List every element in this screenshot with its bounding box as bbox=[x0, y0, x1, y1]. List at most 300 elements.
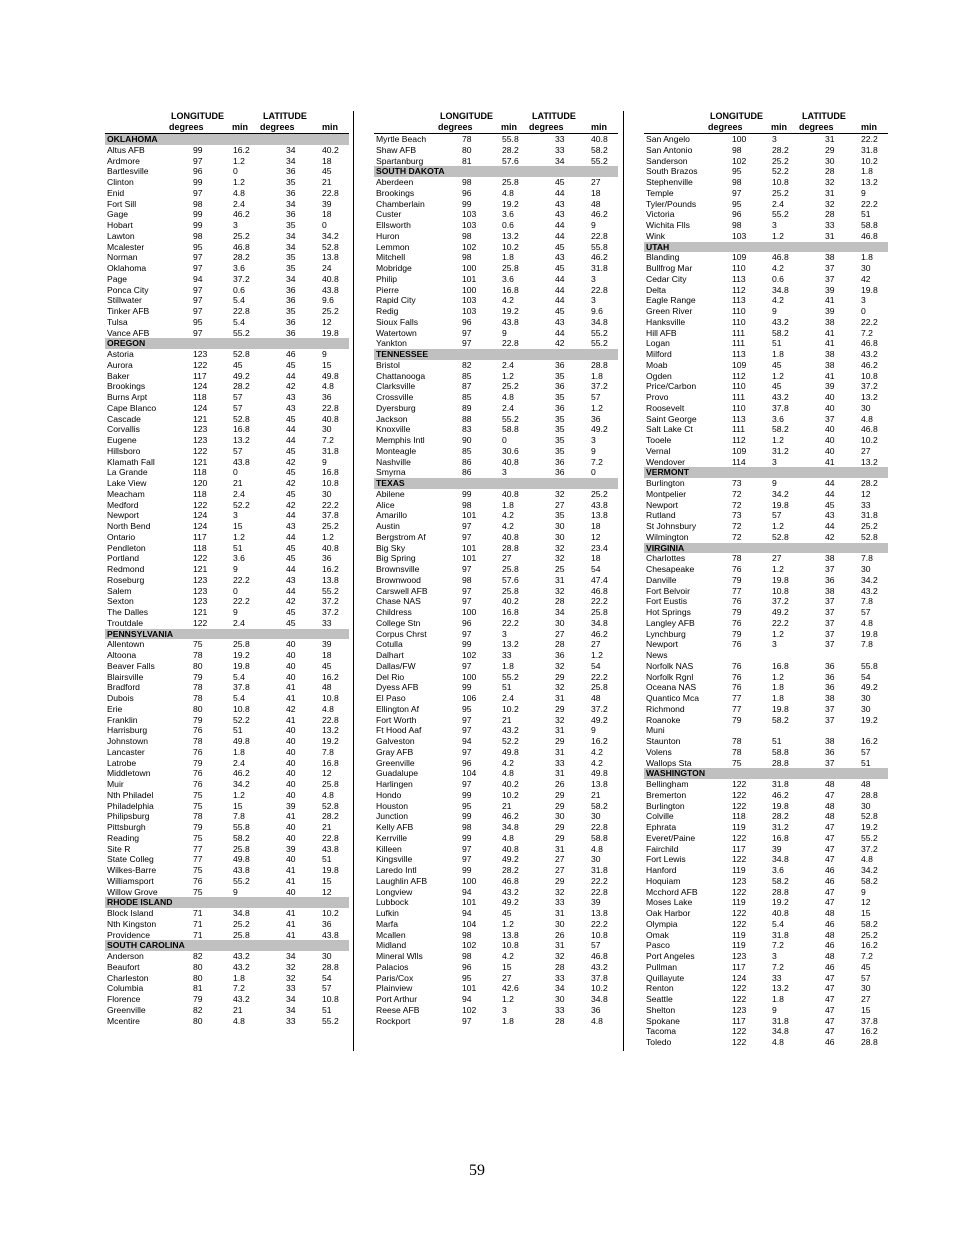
latitude-degrees: 36 bbox=[555, 359, 565, 370]
longitude-degrees: 86 bbox=[462, 456, 472, 467]
station-name: St Johnsbury bbox=[646, 521, 697, 531]
latitude-degrees: 37 bbox=[825, 639, 835, 650]
longitude-degrees: 111 bbox=[732, 392, 746, 402]
longitude-degrees: 95 bbox=[732, 198, 742, 209]
longitude-degrees: 98 bbox=[462, 574, 472, 585]
table-row bbox=[374, 779, 618, 790]
latitude-degrees: 34 bbox=[286, 144, 296, 155]
table-row bbox=[374, 962, 618, 973]
latitude-degrees: 29 bbox=[555, 671, 565, 682]
station-name: Omak bbox=[646, 929, 669, 940]
station-name: Page bbox=[107, 273, 128, 284]
latitude-minutes: 37.2 bbox=[861, 843, 878, 854]
station-name: Olympia bbox=[646, 918, 678, 929]
latitude-degrees-header: degrees bbox=[529, 122, 564, 132]
longitude-degrees: 122 bbox=[193, 499, 208, 510]
longitude-minutes: 13.2 bbox=[772, 983, 789, 994]
longitude-degrees: 101 bbox=[462, 983, 477, 994]
latitude-minutes: 27 bbox=[591, 177, 601, 187]
longitude-degrees: 78 bbox=[732, 736, 742, 746]
longitude-minutes: 3.6 bbox=[233, 553, 245, 564]
longitude-degrees: 101 bbox=[462, 897, 477, 908]
latitude-minutes: 25.8 bbox=[591, 682, 608, 693]
latitude-minutes: 52.8 bbox=[861, 811, 878, 822]
station-name: Tulsa bbox=[107, 316, 128, 327]
state-heading: OREGON bbox=[105, 338, 349, 349]
table-row bbox=[374, 629, 618, 640]
station-name: Nth Philadel bbox=[107, 789, 154, 800]
latitude-minutes: 19.8 bbox=[322, 865, 339, 875]
latitude-minutes: 18 bbox=[322, 209, 332, 220]
longitude-degrees: 78 bbox=[193, 682, 203, 693]
latitude-minutes: 33 bbox=[861, 499, 871, 510]
longitude-minutes: 15 bbox=[502, 961, 512, 972]
state-heading: TEXAS bbox=[374, 478, 618, 489]
table-row bbox=[374, 467, 618, 478]
station-name: Greenville bbox=[376, 757, 415, 768]
latitude-minutes: 49.8 bbox=[322, 370, 339, 381]
latitude-minutes: 54 bbox=[591, 660, 601, 671]
longitude-minutes: 10.2 bbox=[502, 703, 519, 714]
latitude-minutes: 10.2 bbox=[322, 908, 339, 918]
longitude-min-header: min bbox=[501, 122, 518, 132]
latitude-degrees: 36 bbox=[825, 682, 835, 693]
longitude-degrees: 99 bbox=[193, 209, 203, 220]
longitude-minutes: 43.2 bbox=[233, 961, 250, 972]
table-row bbox=[105, 435, 349, 446]
latitude-minutes: 22.8 bbox=[591, 284, 608, 295]
table-row bbox=[644, 134, 888, 145]
latitude-degrees: 40 bbox=[286, 789, 296, 800]
station-name: Delta bbox=[646, 284, 667, 295]
station-name: Sexton bbox=[107, 596, 134, 607]
longitude-degrees: 76 bbox=[732, 639, 742, 650]
longitude-min-header: min bbox=[771, 122, 788, 132]
table-row bbox=[374, 252, 618, 263]
longitude-minutes: 3.6 bbox=[233, 263, 245, 273]
table-row bbox=[644, 983, 888, 994]
longitude-minutes: 34.2 bbox=[233, 779, 250, 789]
station-name: Langley AFB bbox=[646, 617, 695, 628]
latitude-degrees: 41 bbox=[286, 865, 296, 875]
longitude-degrees: 77 bbox=[193, 843, 203, 854]
table-row bbox=[105, 177, 349, 188]
latitude-minutes: 16.2 bbox=[861, 940, 878, 951]
table-row bbox=[105, 306, 349, 317]
longitude-degrees: 119 bbox=[732, 865, 746, 875]
latitude-minutes: 7.8 bbox=[861, 553, 873, 564]
latitude-minutes: 43.2 bbox=[861, 349, 878, 359]
latitude-minutes: 4.2 bbox=[591, 746, 603, 757]
latitude-degrees: 47 bbox=[825, 1015, 835, 1026]
table-row bbox=[374, 747, 618, 758]
latitude-degrees: 35 bbox=[555, 435, 565, 445]
latitude-degrees: 45 bbox=[286, 542, 296, 553]
longitude-minutes: 21 bbox=[233, 478, 243, 488]
station-name: Houston bbox=[376, 800, 409, 811]
latitude-degrees: 38 bbox=[825, 252, 835, 263]
longitude-degrees: 102 bbox=[732, 155, 747, 166]
table-column-2 bbox=[374, 111, 618, 1026]
longitude-minutes: 0 bbox=[233, 585, 238, 596]
longitude-degrees: 124 bbox=[732, 972, 747, 983]
longitude-minutes: 57.6 bbox=[502, 574, 519, 585]
table-row bbox=[644, 865, 888, 876]
table-row bbox=[644, 994, 888, 1005]
longitude-degrees: 79 bbox=[193, 757, 203, 768]
table-row bbox=[374, 564, 618, 575]
longitude-degrees: 97 bbox=[193, 306, 203, 316]
longitude-minutes: 10.2 bbox=[502, 241, 519, 252]
latitude-minutes: 40.8 bbox=[322, 413, 339, 424]
station-name: Alice bbox=[376, 499, 395, 510]
longitude-minutes: 25.2 bbox=[233, 230, 250, 241]
latitude-minutes: 55.2 bbox=[591, 338, 608, 349]
latitude-degrees: 31 bbox=[555, 725, 565, 736]
latitude-degrees: 32 bbox=[555, 553, 565, 564]
latitude-minutes: 40.8 bbox=[322, 542, 339, 553]
latitude-degrees: 28 bbox=[555, 639, 565, 650]
latitude-degrees: 35 bbox=[286, 220, 296, 230]
longitude-minutes: 16.8 bbox=[772, 832, 789, 843]
table-row bbox=[374, 822, 618, 833]
longitude-degrees: 97 bbox=[462, 531, 472, 542]
latitude-minutes: 22.8 bbox=[591, 886, 608, 897]
latitude-degrees: 39 bbox=[825, 306, 835, 316]
longitude-minutes: 51 bbox=[772, 736, 782, 746]
latitude-minutes: 55.2 bbox=[322, 585, 339, 596]
table-row bbox=[374, 790, 618, 801]
station-name: Hanford bbox=[646, 865, 677, 875]
latitude-minutes: 37.2 bbox=[591, 381, 608, 392]
longitude-minutes: 46.2 bbox=[502, 811, 519, 822]
longitude-minutes: 43.8 bbox=[233, 865, 250, 875]
station-name: Monteagle bbox=[376, 445, 417, 456]
latitude-minutes: 46.2 bbox=[861, 359, 878, 370]
latitude-minutes: 9.6 bbox=[322, 295, 334, 306]
latitude-minutes: 58.8 bbox=[591, 832, 608, 843]
longitude-minutes: 9 bbox=[772, 306, 777, 316]
longitude-minutes: 2.4 bbox=[233, 488, 245, 499]
latitude-min-header: min bbox=[861, 122, 878, 132]
longitude-minutes: 45 bbox=[772, 381, 782, 392]
latitude-degrees: 29 bbox=[555, 832, 565, 843]
table-row bbox=[374, 145, 618, 156]
table-row bbox=[644, 446, 888, 457]
longitude-degrees: 75 bbox=[193, 639, 203, 650]
station-name: Sanderson bbox=[646, 155, 688, 166]
table-row bbox=[374, 983, 618, 994]
longitude-minutes: 30.6 bbox=[502, 445, 519, 456]
latitude-degrees: 38 bbox=[825, 736, 835, 746]
longitude-degrees: 97 bbox=[462, 338, 472, 349]
table-row bbox=[105, 166, 349, 177]
longitude-minutes: 9 bbox=[233, 564, 238, 574]
table-row bbox=[374, 199, 618, 210]
table-row bbox=[644, 510, 888, 521]
latitude-degrees: 40 bbox=[286, 886, 296, 897]
table-row bbox=[105, 242, 349, 253]
longitude-degrees: 101 bbox=[462, 273, 477, 284]
latitude-degrees: 28 bbox=[555, 1015, 565, 1026]
latitude-minutes: 58.2 bbox=[591, 144, 608, 155]
latitude-degrees-header: degrees bbox=[260, 122, 295, 132]
station-name: Mcentire bbox=[107, 1015, 140, 1026]
table-row bbox=[644, 349, 888, 360]
longitude-degrees: 100 bbox=[462, 263, 477, 273]
station-name: Rockport bbox=[376, 1015, 411, 1026]
table-row bbox=[374, 930, 618, 941]
station-name: Everet/Paine bbox=[646, 832, 696, 843]
longitude-minutes: 43.2 bbox=[772, 316, 789, 327]
longitude-minutes: 5.4 bbox=[233, 693, 245, 703]
table-row bbox=[374, 263, 618, 274]
latitude-minutes: 19.8 bbox=[861, 284, 878, 295]
longitude-minutes: 37.2 bbox=[772, 596, 789, 607]
table-row bbox=[644, 252, 888, 263]
latitude-minutes: 55.2 bbox=[591, 327, 608, 338]
longitude-degrees: 100 bbox=[462, 875, 477, 886]
latitude-degrees: 43 bbox=[286, 392, 296, 402]
latitude-degrees: 27 bbox=[555, 628, 565, 639]
longitude-degrees: 77 bbox=[732, 693, 742, 703]
station-name: Harlingen bbox=[376, 779, 413, 789]
table-row bbox=[374, 285, 618, 296]
longitude-degrees: 103 bbox=[462, 295, 477, 306]
station-name: Brookings bbox=[376, 187, 415, 198]
latitude-degrees: 33 bbox=[555, 972, 565, 983]
latitude-minutes: 39 bbox=[322, 639, 332, 650]
longitude-minutes: 49.2 bbox=[233, 370, 250, 381]
latitude-minutes: 30 bbox=[861, 263, 871, 273]
longitude-minutes: 4.8 bbox=[502, 392, 514, 402]
longitude-minutes: 0.6 bbox=[772, 273, 784, 284]
longitude-min-header: min bbox=[232, 122, 249, 132]
longitude-degrees: 122 bbox=[193, 445, 208, 456]
station-name: Renton bbox=[646, 983, 674, 994]
longitude-minutes: 52.8 bbox=[772, 531, 789, 542]
latitude-degrees: 37 bbox=[825, 273, 835, 284]
longitude-minutes: 4.2 bbox=[772, 295, 784, 306]
latitude-minutes: 34.2 bbox=[861, 574, 878, 585]
longitude-minutes: 25.8 bbox=[502, 564, 519, 574]
state-heading: UTAH bbox=[644, 242, 888, 253]
latitude-minutes: 10.8 bbox=[322, 478, 339, 488]
longitude-degrees: 79 bbox=[732, 714, 742, 725]
latitude-minutes: 37.8 bbox=[591, 972, 608, 983]
longitude-degrees: 109 bbox=[732, 252, 747, 263]
latitude-degrees: 43 bbox=[286, 574, 296, 585]
longitude-degrees: 98 bbox=[462, 929, 472, 940]
latitude-minutes: 52.8 bbox=[322, 241, 339, 252]
longitude-minutes: 25.8 bbox=[233, 843, 250, 854]
latitude-minutes: 21 bbox=[322, 177, 332, 187]
longitude-minutes: 58.8 bbox=[502, 424, 519, 435]
latitude-minutes: 9 bbox=[322, 456, 327, 467]
station-name: Klamath Fall bbox=[107, 456, 155, 467]
station-name: Tacoma bbox=[646, 1026, 677, 1037]
table-row bbox=[105, 768, 349, 779]
latitude-minutes: 13.8 bbox=[591, 510, 608, 521]
table-row bbox=[644, 177, 888, 188]
latitude-degrees: 35 bbox=[286, 306, 296, 316]
latitude-minutes: 54 bbox=[591, 564, 601, 574]
longitude-degrees: 80 bbox=[193, 1015, 203, 1026]
table-row bbox=[105, 156, 349, 167]
longitude-degrees: 102 bbox=[462, 241, 477, 252]
station-name: Rapid City bbox=[376, 295, 416, 306]
latitude-degrees: 44 bbox=[286, 370, 296, 381]
station-name: Spartanburg bbox=[376, 155, 424, 166]
latitude-minutes: 7.8 bbox=[861, 639, 873, 650]
longitude-degrees: 97 bbox=[193, 284, 203, 295]
station-name: Wink bbox=[646, 230, 666, 241]
station-name: Abilene bbox=[376, 488, 405, 499]
table-row bbox=[105, 983, 349, 994]
longitude-minutes: 19.8 bbox=[772, 574, 789, 585]
longitude-degrees: 117 bbox=[193, 531, 207, 542]
latitude-degrees: 34 bbox=[555, 155, 565, 166]
longitude-degrees: 95 bbox=[462, 972, 472, 983]
longitude-degrees: 110 bbox=[732, 402, 746, 413]
table-row bbox=[374, 543, 618, 554]
station-name: Chase NAS bbox=[376, 596, 421, 607]
station-name: Brownwood bbox=[376, 574, 421, 585]
longitude-minutes: 57 bbox=[772, 510, 782, 521]
latitude-degrees: 46 bbox=[825, 865, 835, 875]
longitude-minutes: 9 bbox=[502, 327, 507, 338]
latitude-degrees: 27 bbox=[555, 499, 565, 510]
latitude-minutes: 37.2 bbox=[322, 596, 339, 607]
longitude-degrees: 79 bbox=[193, 714, 203, 725]
latitude-min-header: min bbox=[591, 122, 608, 132]
table-row bbox=[105, 596, 349, 607]
station-name: Brookings bbox=[107, 381, 146, 392]
latitude-minutes: 7.2 bbox=[322, 435, 334, 445]
latitude-minutes: 16.2 bbox=[861, 736, 878, 746]
longitude-minutes: 46.8 bbox=[502, 875, 519, 886]
longitude-minutes: 3.6 bbox=[502, 273, 514, 284]
table-row bbox=[644, 704, 888, 715]
station-name: Redmond bbox=[107, 564, 145, 574]
latitude-degrees: 43 bbox=[286, 402, 296, 413]
longitude-minutes: 22.2 bbox=[233, 574, 250, 585]
latitude-minutes: 54 bbox=[861, 671, 871, 682]
latitude-degrees: 35 bbox=[555, 370, 565, 381]
station-name: Hoquiam bbox=[646, 875, 681, 886]
latitude-minutes: 24 bbox=[322, 263, 332, 273]
table-row bbox=[105, 446, 349, 457]
table-row bbox=[374, 317, 618, 328]
station-name: Pittsburgh bbox=[107, 822, 146, 832]
latitude-degrees: 45 bbox=[555, 177, 565, 187]
table-row bbox=[105, 607, 349, 618]
latitude-degrees: 45 bbox=[286, 617, 296, 628]
latitude-minutes: 25.8 bbox=[591, 607, 608, 617]
longitude-degrees: 122 bbox=[732, 886, 747, 897]
table-row bbox=[105, 908, 349, 919]
latitude-minutes: 16.2 bbox=[322, 671, 339, 682]
longitude-degrees: 97 bbox=[462, 854, 472, 865]
longitude-degrees: 76 bbox=[193, 875, 203, 886]
latitude-minutes: 27 bbox=[861, 445, 871, 456]
longitude-minutes: 4.8 bbox=[502, 768, 514, 779]
table-row bbox=[644, 919, 888, 930]
latitude-degrees: 31 bbox=[555, 843, 565, 854]
longitude-minutes: 1.8 bbox=[772, 994, 784, 1004]
table-row bbox=[374, 596, 618, 607]
longitude-degrees: 75 bbox=[193, 865, 203, 875]
table-row bbox=[374, 586, 618, 597]
latitude-minutes: 43.2 bbox=[591, 961, 608, 972]
longitude-minutes: 1.2 bbox=[772, 370, 784, 381]
station-name: News bbox=[646, 650, 668, 660]
latitude-degrees: 40 bbox=[286, 671, 296, 682]
latitude-degrees: 45 bbox=[555, 306, 565, 316]
latitude-degrees: 33 bbox=[286, 1015, 296, 1026]
longitude-minutes: 55.2 bbox=[502, 671, 519, 682]
latitude-degrees: 42 bbox=[286, 499, 296, 510]
station-name: Chesapeake bbox=[646, 564, 695, 574]
latitude-minutes: 49.2 bbox=[591, 424, 608, 435]
longitude-minutes: 40.8 bbox=[772, 908, 789, 918]
station-name: Wichita Flls bbox=[646, 220, 690, 230]
station-name: Bradford bbox=[107, 682, 140, 693]
station-name: Newport bbox=[107, 510, 139, 521]
longitude-degrees: 103 bbox=[732, 230, 747, 241]
longitude-degrees: 97 bbox=[462, 660, 472, 671]
latitude-minutes: 30 bbox=[861, 402, 871, 413]
table-row bbox=[105, 543, 349, 554]
longitude-degrees: 122 bbox=[193, 617, 208, 628]
longitude-degrees: 75 bbox=[732, 757, 742, 768]
longitude-minutes: 28.2 bbox=[502, 865, 519, 875]
longitude-minutes: 4.8 bbox=[772, 1037, 784, 1047]
longitude-degrees: 78 bbox=[462, 134, 472, 144]
table-row bbox=[105, 349, 349, 360]
table-row bbox=[644, 553, 888, 564]
station-name: Tinker AFB bbox=[107, 306, 150, 316]
table-row bbox=[374, 381, 618, 392]
latitude-degrees: 36 bbox=[825, 746, 835, 757]
station-name: Bergstrom Af bbox=[376, 531, 426, 542]
table-row bbox=[374, 973, 618, 984]
table-row bbox=[374, 231, 618, 242]
latitude-minutes: 57 bbox=[591, 392, 601, 402]
station-name: Eugene bbox=[107, 435, 137, 445]
table-row bbox=[105, 424, 349, 435]
table-row bbox=[374, 725, 618, 736]
latitude-minutes: 25.2 bbox=[591, 488, 608, 499]
latitude-minutes: 21 bbox=[322, 822, 332, 832]
station-name: Provo bbox=[646, 392, 669, 402]
latitude-minutes: 13.8 bbox=[591, 779, 608, 789]
longitude-minutes: 22.2 bbox=[772, 617, 789, 628]
longitude-degrees: 117 bbox=[732, 843, 746, 854]
station-name: Lancaster bbox=[107, 746, 145, 757]
latitude-minutes: 10.2 bbox=[591, 983, 608, 994]
longitude-minutes: 55.8 bbox=[502, 134, 519, 144]
longitude-minutes: 16.8 bbox=[772, 660, 789, 671]
longitude-degrees: 123 bbox=[732, 1004, 747, 1015]
station-name: Dyess AFB bbox=[376, 682, 419, 693]
station-name: Big Sky bbox=[376, 542, 406, 553]
latitude-minutes: 3 bbox=[591, 435, 596, 445]
latitude-degrees: 47 bbox=[825, 822, 835, 832]
station-name: Williamsport bbox=[107, 875, 154, 886]
station-name: Wilkes-Barre bbox=[107, 865, 157, 875]
longitude-degrees: 96 bbox=[462, 187, 472, 198]
